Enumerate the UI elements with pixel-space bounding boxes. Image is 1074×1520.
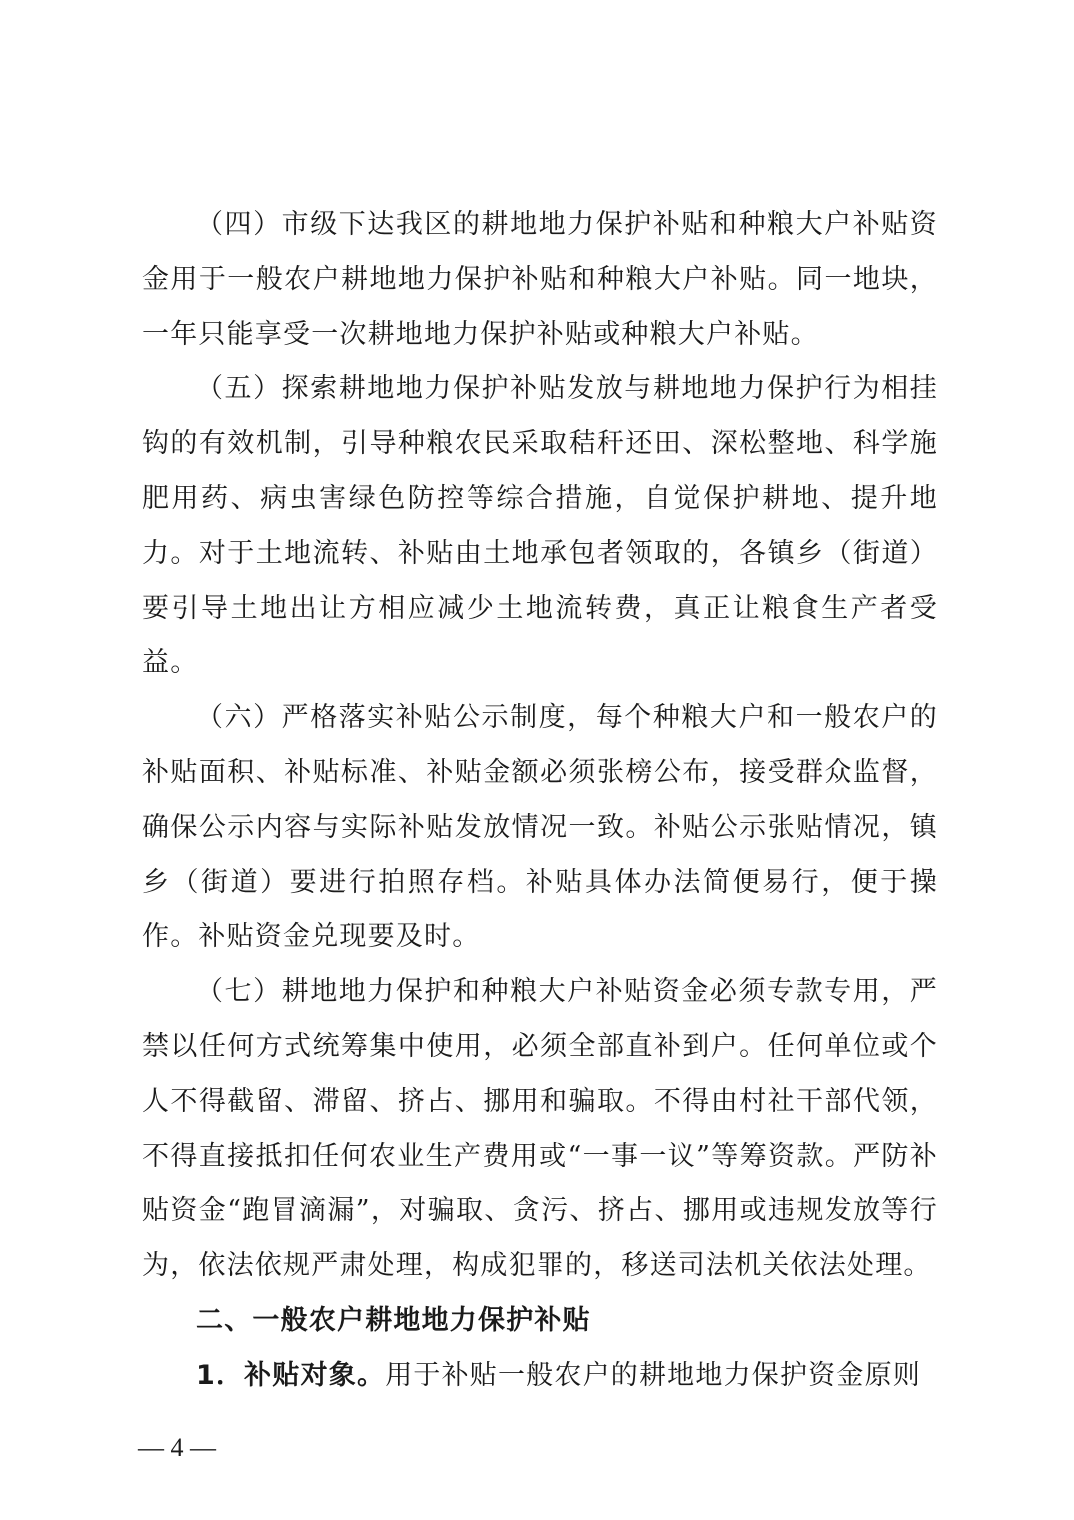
document-body	[142, 198, 938, 1404]
page-number: — 4 —	[138, 1433, 216, 1462]
paragraph-7: （七）耕地地力保护和种粮大户补贴资金必须专款专用，严禁以任何方式统筹集中使用，必须全部直补到户。任何单位或个人不得截留、滞留、挤占、挪用和骗取。不得由村社干部代领，不得直接抵扣任何农业生产费用或“一事一议”等筹资款。严防补贴资金“跑冒滴漏”，对骗取、贪污、挤占、挪用或违规发放等行为，依法依规严肃处理，构成犯罪的，移送司法机关依法处理。	[142, 976, 938, 1282]
paragraph-5: （五）探索耕地地力保护补贴发放与耕地地力保护行为相挂钩的有效机制，引导种粮农民采取秸秆还田、深松整地、科学施肥用药、病虫害绿色防控等综合措施，自觉保护耕地、提升地力。对于土地流转、补贴由土地承包者领取的，各镇乡（街道）要引导土地出让方相应减少土地流转费，真正让粮食生产者受益。	[142, 373, 938, 679]
paragraph-4: （四）市级下达我区的耕地地力保护补贴和种粮大户补贴资金用于一般农户耕地地力保护补贴和种粮大户补贴。同一地块，一年只能享受一次耕地地力保护补贴或种粮大户补贴。	[142, 209, 938, 350]
item-1-label: 1．补贴对象。	[196, 1359, 386, 1391]
paragraph-6: （六）严格落实补贴公示制度，每个种粮大户和一般农户的补贴面积、补贴标准、补贴金额必须张榜公布，接受群众监督，确保公示内容与实际补贴发放情况一致。补贴公示张贴情况，镇乡（街道）要进行拍照存档。补贴具体办法简便易行，便于操作。补贴资金兑现要及时。	[142, 702, 938, 953]
item-1-paragraph	[142, 1349, 938, 1404]
item-1-text: 用于补贴一般农户的耕地地力保护资金原则	[385, 1359, 921, 1391]
section-heading: 二、一般农户耕地地力保护补贴	[196, 1304, 591, 1336]
